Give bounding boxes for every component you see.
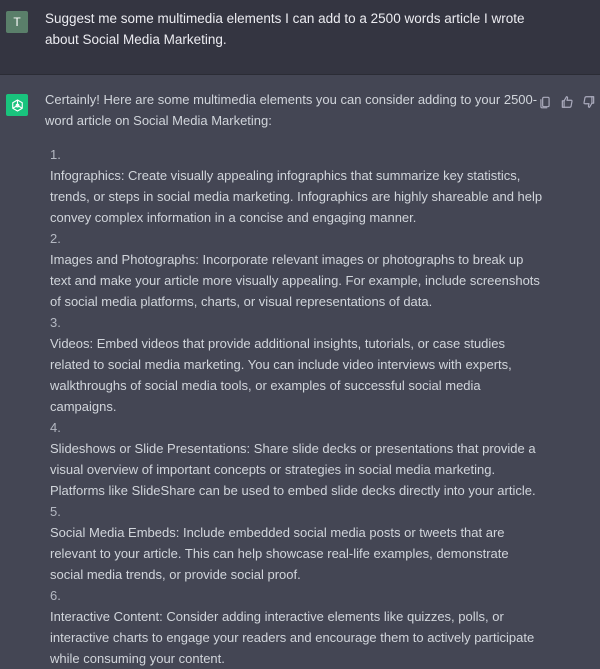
copy-icon[interactable] — [538, 95, 552, 109]
list-item-text: Videos: Embed videos that provide additional insights, tutorials, or case studies related to social media marketing. You can include video interviews with experts, walkthroughs of social media tools, or examples of successful social media campaigns. — [50, 336, 512, 414]
list-item-number: 1. — [50, 147, 61, 162]
list-item — [45, 585, 545, 669]
thumbs-up-icon[interactable] — [560, 95, 574, 109]
assistant-message-body — [45, 89, 545, 669]
list-item-text: Interactive Content: Consider adding interactive elements like quizzes, polls, or interactive charts to engage your readers and encourage them to actively participate while consuming your content. — [50, 609, 535, 666]
thumbs-down-icon[interactable] — [582, 95, 596, 109]
user-message-text: Suggest me some multimedia elements I can add to a 2500 words article I wrote about Social Media Marketing. — [45, 11, 525, 47]
list-item-text: Slideshows or Slide Presentations: Share slide decks or presentations that provide a visual overview of important concepts or strategies in social media marketing. Platforms like SlideShare can be used to embed slide decks directly into your article. — [50, 441, 536, 498]
message-actions — [538, 95, 596, 109]
list-item — [45, 228, 545, 312]
list-item — [45, 417, 545, 501]
list-item-number: 3. — [50, 315, 61, 330]
list-item — [45, 312, 545, 417]
assistant-intro-text: Certainly! Here are some multimedia elements you can consider adding to your 2500-word article on Social Media Marketing: — [45, 92, 538, 128]
list-item-number: 6. — [50, 588, 61, 603]
user-avatar: T — [6, 11, 28, 33]
assistant-message-row — [0, 75, 600, 666]
list-item — [45, 144, 545, 228]
list-item-text: Infographics: Create visually appealing infographics that summarize key statistics, trends, or steps in social media marketing. Infographics are highly shareable and help convey complex information in a concise and engaging manner. — [50, 168, 543, 225]
list-item-number: 4. — [50, 420, 61, 435]
list-item-number: 2. — [50, 231, 61, 246]
list-item-number: 5. — [50, 504, 61, 519]
list-item — [45, 501, 545, 585]
list-item-text: Images and Photographs: Incorporate relevant images or photographs to break up text and make your article more visually appealing. For example, include screenshots of social media platforms, charts, or visual representations of data. — [50, 252, 540, 309]
openai-logo-icon — [6, 94, 28, 116]
user-message-row — [0, 0, 600, 75]
list-item-text: Social Media Embeds: Include embedded social media posts or tweets that are relevant to your article. This can help showcase real-life examples, demonstrate social media trends, or provide social proof. — [50, 525, 509, 582]
suggestion-list — [45, 144, 545, 669]
